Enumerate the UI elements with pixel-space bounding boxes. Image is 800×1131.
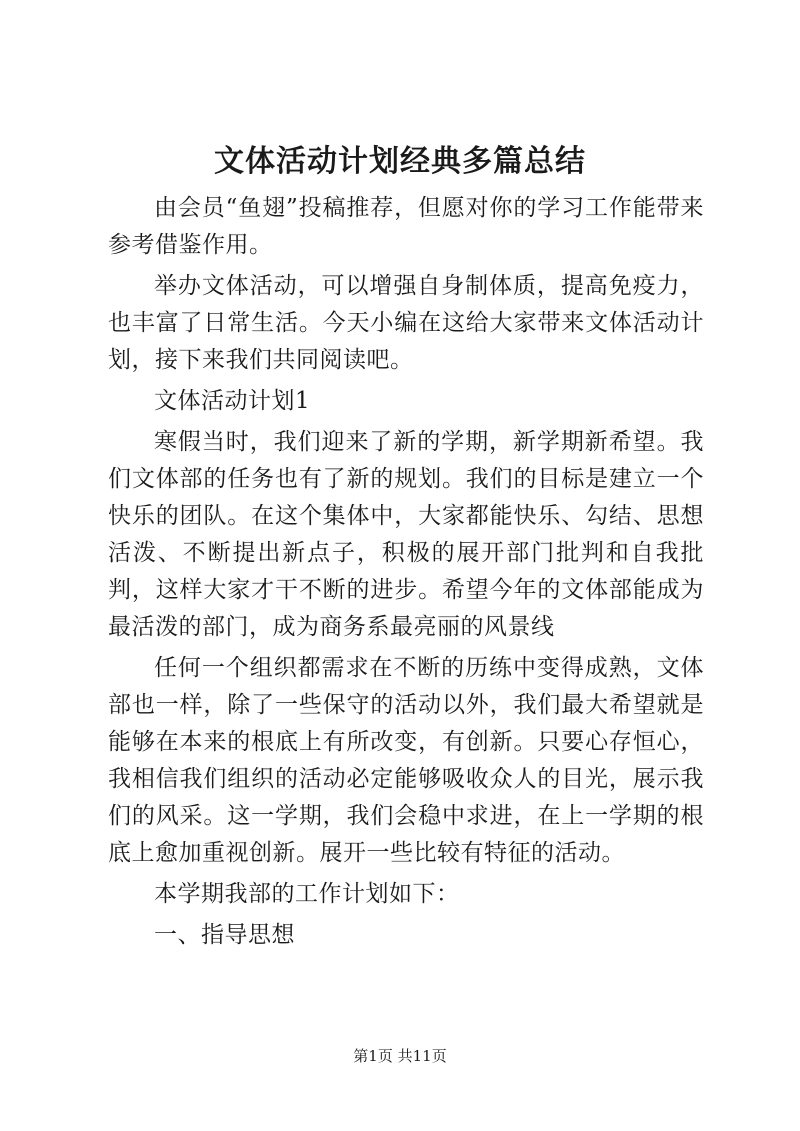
paragraph-plan-intro: 本学期我部的工作计划如下：	[154, 881, 460, 907]
paragraph-intro: 由会员“鱼翅”投稿推荐，但愿对你的学习工作能带来参考借鉴作用。	[108, 195, 704, 258]
section-heading-plan-1: 文体活动计划1	[154, 388, 311, 414]
document-title: 文体活动计划经典多篇总结	[214, 144, 586, 179]
section-heading-guiding-thought: 一、指导思想	[154, 922, 295, 948]
page-number: 第1页	[353, 1047, 393, 1065]
paragraph-goals: 寒假当时，我们迎来了新的学期，新学期新希望。我们文体部的任务也有了新的规划。我们的目标是建立一个快乐的团队。在这个集体中，大家都能快乐、勾结、思想活泼、不断提出新点子，积极的展开部门批判和自我批判，这样大家才干不断的进步。希望今年的文体部能成为最活泼的部门，成为商务系最亮丽的风景线	[108, 429, 704, 640]
document-body	[108, 188, 704, 956]
paragraph-innovation: 任何一个组织都需求在不断的历练中变得成熟，文体部也一样，除了一些保守的活动以外，我们最大希望就是能够在本来的根底上有所改变，有创新。只要心存恒心，我相信我们组织的活动必定能够吸收众人的目光，展示我们的风采。这一学期，我们会稳中求进，在上一学期的根底上愈加重视创新。展开一些比较有特征的活动。	[108, 655, 704, 866]
paragraph-summary: 举办文体活动，可以增强自身制体质，提高免疫力，也丰富了日常生活。今天小编在这给大家带来文体活动计划，接下来我们共同阅读吧。	[108, 273, 704, 373]
page-footer	[0, 1046, 800, 1066]
page-total: 共11页	[397, 1047, 447, 1065]
